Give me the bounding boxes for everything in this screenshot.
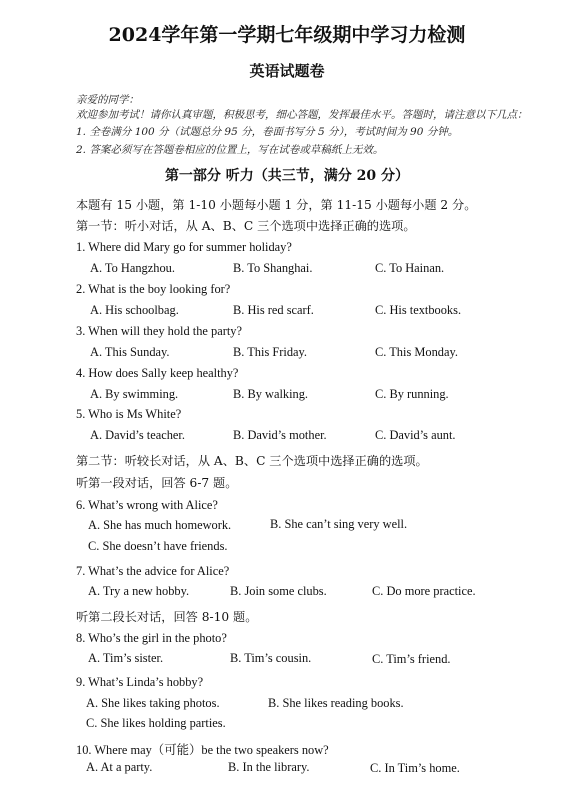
- question-4-option-b: B. By walking.: [233, 387, 309, 401]
- question-3-option-b: B. This Friday.: [233, 345, 308, 359]
- section2-heading: 第二节：听较长对话，从 A、B、C 三个选项中选择正确的选项。: [76, 454, 428, 468]
- question-1-option-c: C. To Hainan.: [375, 261, 445, 275]
- notice-item-2: 2. 答案必须写在答题卷相应的位置上，写在试卷或草稿纸上无效。: [76, 144, 384, 156]
- question-8-option-b: B. Tim’s cousin.: [230, 651, 312, 665]
- question-6-option-a: A. She has much homework.: [88, 518, 232, 532]
- question-5: 5. Who is Ms White?: [76, 407, 182, 421]
- question-6-option-c: C. She doesn’t have friends.: [88, 539, 228, 553]
- question-5-option-b: B. David’s mother.: [233, 428, 327, 442]
- question-9: 9. What’s Linda’s hobby?: [76, 675, 204, 689]
- exam-title: 2024学年第一学期七年级期中学习力检测: [108, 24, 466, 46]
- question-7: 7. What’s the advice for Alice?: [76, 564, 230, 578]
- part1-instructions: 本题有 15 小题，第 1-10 小题每小题 1 分，第 11-15 小题每小题 2 分。: [76, 198, 477, 212]
- question-6: 6. What’s wrong with Alice?: [76, 498, 218, 512]
- question-5-option-a: A. David’s teacher.: [90, 428, 185, 442]
- question-4-option-c: C. By running.: [375, 387, 449, 401]
- question-7-option-a: A. Try a new hobby.: [88, 584, 190, 598]
- notice-greeting: 亲爱的同学：: [76, 94, 139, 106]
- question-10: 10. Where may（可能）be the two speakers now?: [76, 743, 329, 757]
- question-1-option-a: A. To Hangzhou.: [90, 261, 175, 275]
- question-9-option-b: B. She likes reading books.: [268, 696, 404, 710]
- question-9-option-c: C. She likes holding parties.: [86, 716, 226, 730]
- question-9-option-a: A. She likes taking photos.: [86, 696, 220, 710]
- question-6-option-b: B. She can’t sing very well.: [270, 517, 408, 531]
- question-4-option-a: A. By swimming.: [90, 387, 179, 401]
- question-10-option-c: C. In Tim’s home.: [370, 761, 460, 775]
- dialog1-instruction: 听第一段对话，回答 6-7 题。: [76, 476, 238, 490]
- dialog2-instruction: 听第二段长对话，回答 8-10 题。: [76, 610, 258, 624]
- part1-heading: 第一部分 听力（共三节，满分 20 分）: [164, 168, 410, 184]
- question-10-option-b: B. In the library.: [228, 760, 310, 774]
- question-7-option-b: B. Join some clubs.: [230, 584, 327, 598]
- question-3: 3. When will they hold the party?: [76, 324, 242, 338]
- question-8-option-a: A. Tim’s sister.: [88, 651, 164, 665]
- question-7-option-c: C. Do more practice.: [372, 584, 476, 598]
- question-2-option-a: A. His schoolbag.: [90, 303, 179, 317]
- question-3-option-a: A. This Sunday.: [90, 345, 170, 359]
- question-1-option-b: B. To Shanghai.: [233, 261, 313, 275]
- question-2-option-b: B. His red scarf.: [233, 303, 314, 317]
- question-8-option-c: C. Tim’s friend.: [372, 652, 451, 666]
- notice-item-1: 1. 全卷满分 100 分（试题总分 95 分，卷面书写分 5 分），考试时间为 90 分钟。: [76, 126, 459, 138]
- section1-heading: 第一节：听小对话，从 A、B、C 三个选项中选择正确的选项。: [76, 219, 416, 233]
- question-10-option-a: A. At a party.: [86, 760, 153, 774]
- question-5-option-c: C. David’s aunt.: [375, 428, 456, 442]
- notice-intro: 欢迎参加考试！请你认真审题，积极思考，细心答题，发挥最佳水平。答题时，请注意以下几点：: [76, 109, 528, 121]
- question-3-option-c: C. This Monday.: [375, 345, 458, 359]
- question-1: 1. Where did Mary go for summer holiday?: [76, 240, 292, 254]
- question-4: 4. How does Sally keep healthy?: [76, 366, 239, 380]
- question-2: 2. What is the boy looking for?: [76, 282, 231, 296]
- exam-subtitle: 英语试题卷: [249, 62, 325, 80]
- question-8: 8. Who’s the girl in the photo?: [76, 631, 227, 645]
- question-2-option-c: C. His textbooks.: [375, 303, 462, 317]
